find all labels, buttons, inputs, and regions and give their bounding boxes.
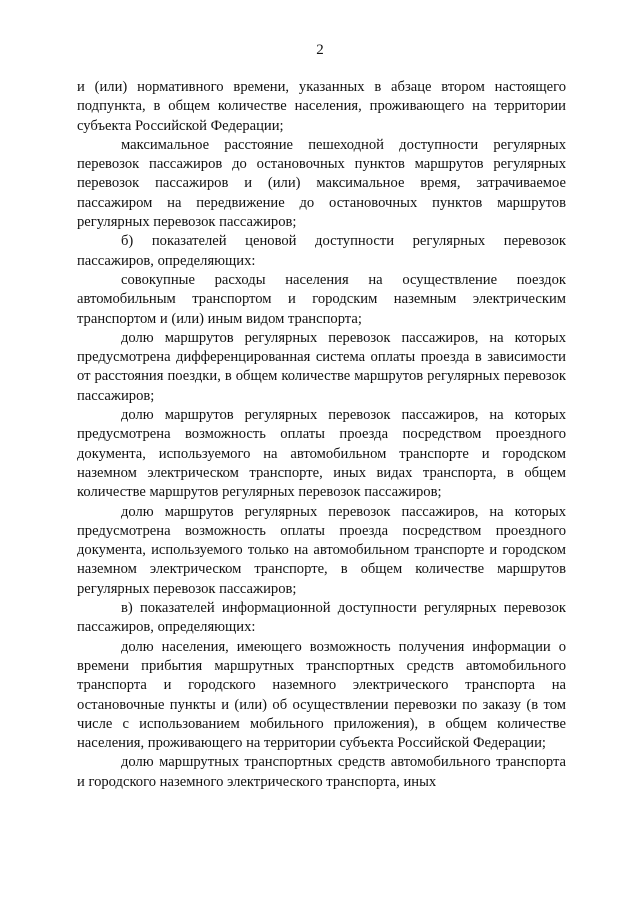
document-body: [77, 78, 566, 792]
paragraph-1: и (или) нормативного времени, указанных в абзаце втором настоящего подпункта, в общем количестве населения, проживающего на территории субъекта Российской Федерации;: [77, 79, 566, 134]
paragraph-4: совокупные расходы населения на осуществление поездок автомобильным транспортом и городским наземным электрическим транспортом и (или) иным видом транспорта;: [77, 271, 566, 327]
paragraph-6: долю маршрутов регулярных перевозок пассажиров, на которых предусмотрена возможность оплаты проезда посредством проездного документа, используемого на автомобильном транспорте и городском наземном электрическом транспорте, иных видах транспорта, в общем количестве маршрутов регулярных перевозок пассажиров;: [77, 407, 566, 501]
paragraph-7: долю маршрутов регулярных перевозок пассажиров, на которых предусмотрена возможность оплаты проезда посредством проездного документа, используемого только на автомобильном транспорте и городском наземном электрическом транспорте, в общем количестве маршрутов регулярных перевозок пассажиров;: [77, 503, 566, 597]
paragraph-2: максимальное расстояние пешеходной доступности регулярных перевозок пассажиров до остановочных пунктов маршрутов регулярных перевозок пассажиров и (или) максимальное время, затрачиваемое пассажиром на передвижение до остановочных пунктов маршрутов регулярных перевозок пассажиров;: [77, 136, 566, 231]
paragraph-10: долю маршрутных транспортных средств автомобильного транспорта и городского наземного электрического транспорта, иных: [77, 754, 566, 790]
paragraph-3: б) показателей ценовой доступности регулярных перевозок пассажиров, определяющих:: [77, 233, 566, 269]
paragraph-5: долю маршрутов регулярных перевозок пассажиров, на которых предусмотрена дифференцированная система оплаты проезда в зависимости от расстояния поездки, в общем количестве маршрутов регулярных перевозок пассажиров;: [77, 329, 566, 404]
paragraph-9: долю населения, имеющего возможность получения информации о времени прибытия маршрутных транспортных средств автомобильного транспорта и городского наземного электрического транспорта на остановочные пункты и (или) об осуществлении перевозки по заказу (в том числе с использованием мобильного приложения), в общем количестве населения, проживающего на территории субъекта Российской Федерации;: [77, 638, 566, 752]
paragraph-8: в) показателей информационной доступности регулярных перевозок пассажиров, определяющих:: [77, 600, 566, 636]
page-number: 2: [316, 42, 324, 58]
